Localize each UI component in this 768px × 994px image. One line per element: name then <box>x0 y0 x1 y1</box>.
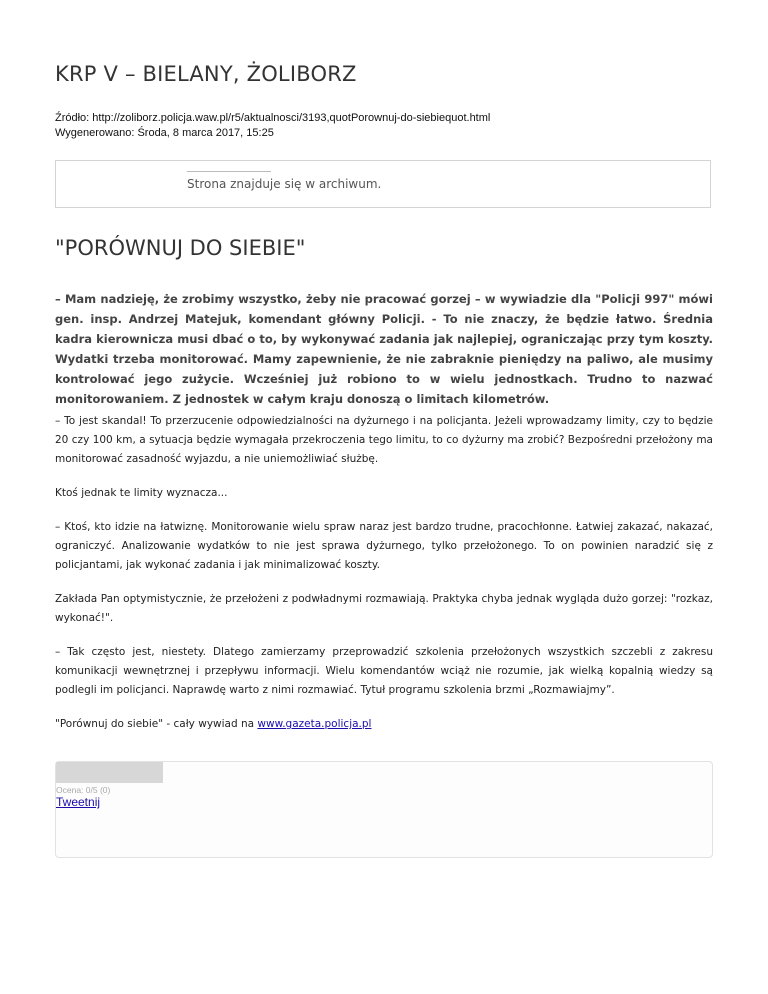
article-paragraph: Zakłada Pan optymistycznie, że przełożeni z podwładnymi rozmawiają. Praktyka chyba jednak wygląda dużo gorzej: "rozkaz, wykonać!". <box>55 593 713 624</box>
rating-box <box>55 761 713 858</box>
gazeta-link[interactable]: www.gazeta.policja.pl <box>257 718 372 730</box>
print-meta <box>55 111 490 141</box>
article-title: "PORÓWNUJ DO SIEBIE" <box>55 236 306 260</box>
article-paragraph: – Ktoś, kto idzie na łatwiznę. Monitorowanie wielu spraw naraz jest bardzo trudne, pracochłonne. Łatwiej zakazać, nakazać, ograniczyć. Analizowanie wydatków to nie jest sprawa dyżurnego, tylko przełożonego. To on powinien naradzić się z policjantami, jak wykonać zadania i jak minimalizować koszty. <box>55 521 713 571</box>
archive-divider <box>187 171 271 172</box>
closing-paragraph <box>55 715 713 734</box>
archive-notice <box>55 160 711 208</box>
tweet-link[interactable]: Tweetnij <box>56 795 101 809</box>
article-body <box>55 412 713 749</box>
article-lead: – Mam nadzieję, że zrobimy wszystko, żeby nie pracować gorzej – w wywiadzie dla "Policji 997" mówi gen. insp. Andrzej Matejuk, komendant główny Policji. - To nie znaczy, że będzie łatwo. Średnia kadra kierownicza musi dbać o to, by wykonywać zadania jak najlepiej, ograniczając przy tym koszty. Wydatki trzeba monitorować. Mamy zapewnienie, że nie zabraknie pieniędzy na paliwo, ale musimy kontrolować jego zużycie. Wcześniej już robiono to w wielu jednostkach. Trudno to nazwać monitorowaniem. Z jednostek w całym kraju donoszą o limitach kilometrów. <box>55 292 713 406</box>
archive-notice-text: Strona znajduje się w archiwum. <box>187 177 382 191</box>
article-paragraph: – To jest skandal! To przerzucenie odpowiedzialności na dyżurnego i na policjanta. Jeżeli wprowadzamy limity, czy to będzie 20 czy 100 km, a sytuacja będzie wymagała przekroczenia tego limitu, to co dyżurny ma zrobić? Bezpośredni przełożony ma monitorować zasadność wyjazdu, a nie uniemożliwiać służbę. <box>55 415 713 465</box>
source-line: Źródło: http://zoliborz.policja.waw.pl/r5/aktualnosci/3193,quotPorownuj-do-siebiequot.html <box>55 112 491 124</box>
article-paragraph: Ktoś jednak te limity wyznacza... <box>55 487 228 499</box>
article-paragraph: – Tak często jest, niestety. Dlatego zamierzamy przeprowadzić szkolenia przełożonych wszystkich szczebli z zakresu komunikacji wewnętrznej i przepływu informacji. Wielu komendantów wciąż nie rozumie, jak wielką kopalnią wiedzy są podlegli im policjanci. Naprawdę warto z nimi rozmawiać. Tytuł programu szkolenia brzmi „Rozmawiajmy”. <box>55 646 713 696</box>
rating-text: Ocena: 0/5 (0) <box>56 785 111 795</box>
closing-text: "Porównuj do siebie" - cały wywiad na <box>55 718 258 730</box>
rating-stars[interactable] <box>56 762 163 783</box>
generated-line: Wygenerowano: Środa, 8 marca 2017, 15:25 <box>55 127 274 139</box>
site-title: KRP V – BIELANY, ŻOLIBORZ <box>55 62 357 86</box>
